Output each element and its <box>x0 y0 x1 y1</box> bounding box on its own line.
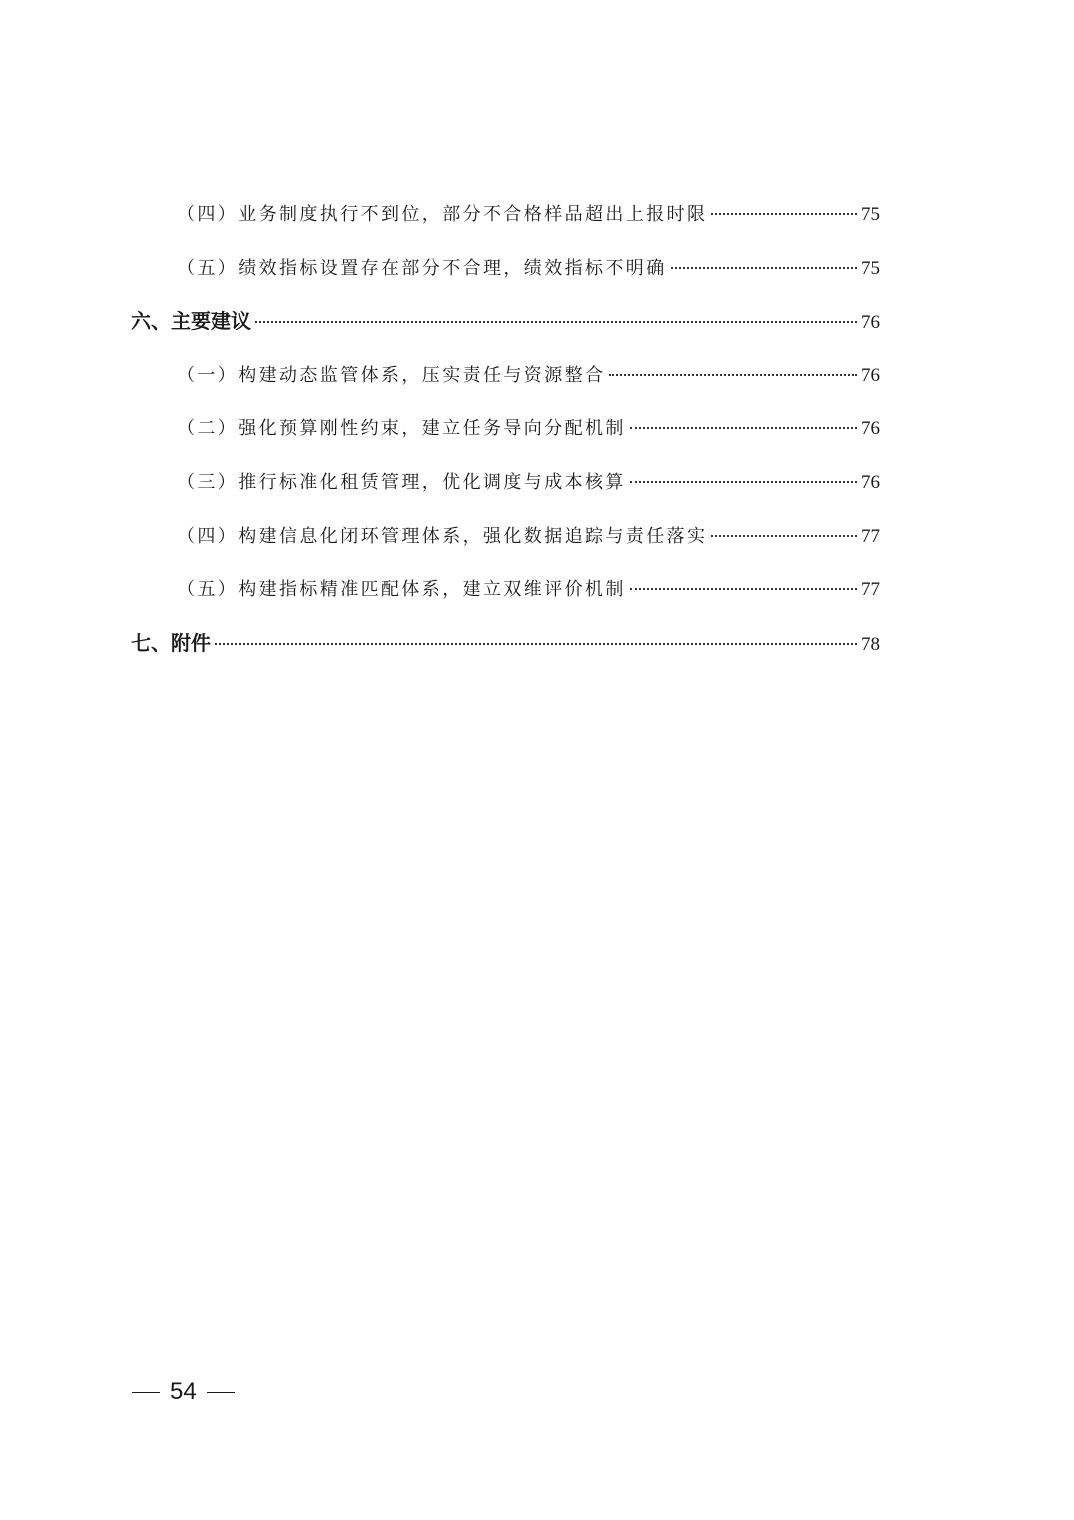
dot-leader <box>630 588 857 590</box>
table-of-contents <box>131 196 880 678</box>
dot-leader <box>711 535 857 537</box>
toc-entry-title: （三）推行标准化租赁管理，优化调度与成本核算 <box>177 471 626 493</box>
dot-leader <box>630 427 857 429</box>
toc-entry[interactable] <box>131 196 880 250</box>
toc-entry-page: 78 <box>861 633 880 655</box>
toc-entry[interactable] <box>131 518 880 572</box>
toc-entry[interactable] <box>131 357 880 411</box>
toc-entry-page: 76 <box>861 364 880 386</box>
dot-leader <box>215 643 857 645</box>
dot-leader <box>711 213 857 215</box>
toc-entry[interactable] <box>131 410 880 464</box>
page-footer <box>132 1378 235 1406</box>
toc-entry-title: （一）构建动态监管体系，压实责任与资源整合 <box>177 364 606 386</box>
footer-dash-left <box>132 1392 160 1393</box>
toc-entry-page: 77 <box>861 525 880 547</box>
toc-entry-page: 75 <box>861 257 880 279</box>
footer-dash-right <box>207 1392 235 1393</box>
toc-entry-page: 76 <box>861 312 880 334</box>
toc-entry-title: 六、主要建议 <box>131 309 251 334</box>
dot-leader <box>609 374 857 376</box>
toc-entry-title: （二）强化预算刚性约束，建立任务导向分配机制 <box>177 418 626 440</box>
toc-entry-title: （四）业务制度执行不到位，部分不合格样品超出上报时限 <box>177 204 708 225</box>
dot-leader <box>255 321 857 323</box>
toc-entry-page: 77 <box>861 579 880 601</box>
toc-section-heading[interactable] <box>131 303 880 357</box>
toc-entry-title: （四）构建信息化闭环管理体系，强化数据追踪与责任落实 <box>177 525 708 547</box>
toc-entry[interactable] <box>131 571 880 625</box>
toc-entry-title: 七、附件 <box>131 630 211 655</box>
toc-entry-title: （五）绩效指标设置存在部分不合理，绩效指标不明确 <box>177 257 667 279</box>
dot-leader <box>630 481 857 483</box>
toc-entry-page: 76 <box>861 471 880 493</box>
toc-entry-title: （五）构建指标精准匹配体系，建立双维评价机制 <box>177 579 626 601</box>
toc-entry-page: 75 <box>861 204 880 225</box>
toc-section-heading[interactable] <box>131 625 880 679</box>
dot-leader <box>671 267 857 269</box>
page-number: 54 <box>170 1378 197 1405</box>
toc-entry[interactable] <box>131 464 880 518</box>
toc-entry-page: 76 <box>861 418 880 440</box>
toc-entry[interactable] <box>131 250 880 304</box>
